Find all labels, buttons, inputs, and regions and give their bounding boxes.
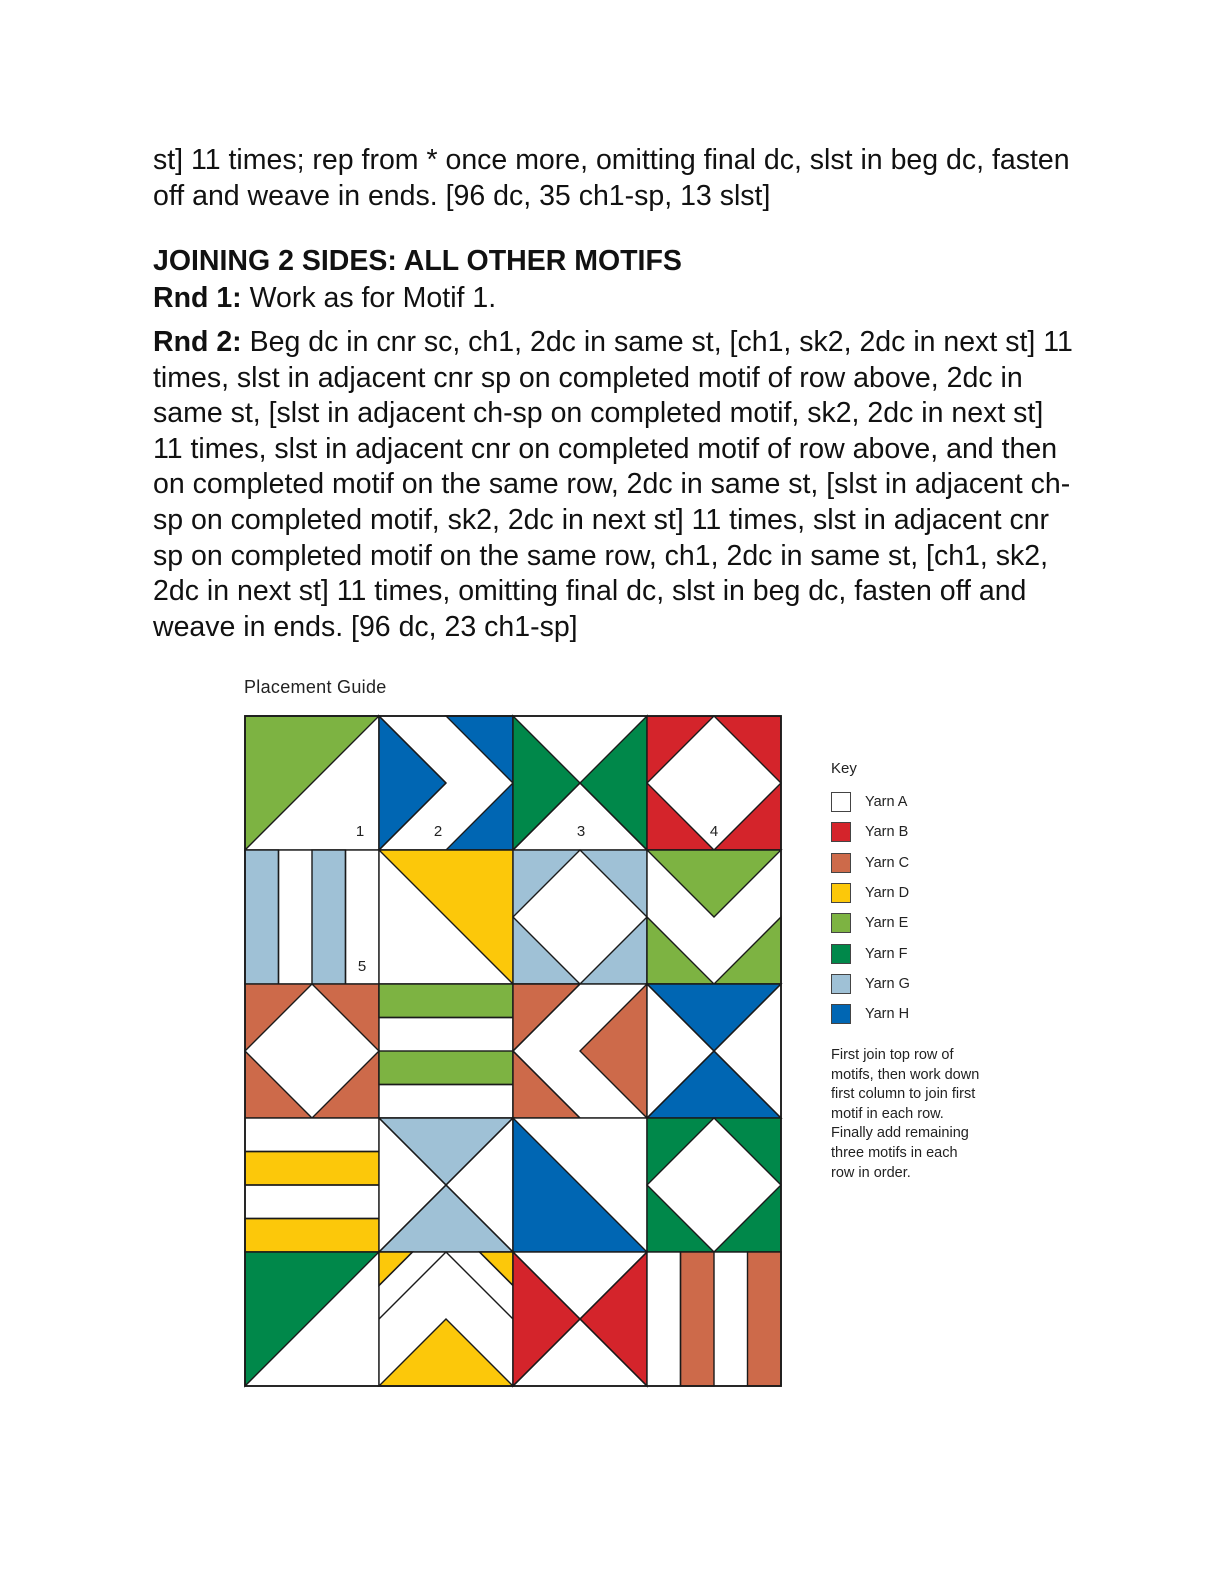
motif-number-1: 1: [355, 823, 365, 840]
key-label: Yarn C: [865, 854, 910, 871]
motif-r4c4: [647, 1118, 781, 1252]
key-item-yarn-c: [831, 848, 910, 878]
motif-r3c3: [513, 984, 647, 1118]
key-label: Yarn B: [865, 824, 909, 841]
key-item-yarn-f: [831, 938, 910, 968]
motif-r5c1: [245, 1252, 379, 1386]
motif-r3c2: [379, 984, 513, 1118]
motif-number-3: 3: [576, 823, 586, 840]
swatch-yarn-a: [831, 792, 851, 812]
placement-guide-diagram: [243, 714, 783, 1388]
motif-r2c2: [379, 850, 513, 984]
motif-r4c2: [379, 1118, 513, 1252]
round-1-label: Rnd 1:: [153, 282, 242, 314]
key-item-yarn-a: [831, 787, 910, 817]
placement-guide-title: Placement Guide: [244, 677, 387, 697]
key-label: Yarn G: [865, 975, 910, 992]
motif-r4c1: [245, 1118, 379, 1252]
swatch-yarn-d: [831, 883, 851, 903]
swatch-yarn-g: [831, 974, 851, 994]
motif-r5c3: [513, 1252, 647, 1386]
section-heading: JOINING 2 SIDES: ALL OTHER MOTIFS: [153, 245, 682, 277]
swatch-yarn-h: [831, 1004, 851, 1024]
motif-number-5: 5: [357, 958, 367, 975]
motif-r3c1: [245, 984, 379, 1118]
round-1-paragraph: [153, 281, 1073, 317]
round-1-text: Work as for Motif 1.: [241, 282, 497, 314]
round-2-text: Beg dc in cnr sc, ch1, 2dc in same st, [ch1, sk2, 2dc in next st] 11 times, slst in adjacent cnr sp on completed motif of row above, 2dc in same st, [slst in adjacent ch-sp on completed motif, sk2, 2dc in next st] 11 times, slst in adjacent cnr on completed motif of row above, and then on completed motif on the same row, 2dc in same st, [slst in adjacent ch-sp on completed motif, sk2, 2dc in next st] 11 times, slst in adjacent cnr sp on completed motif on the same row, ch1, 2dc in same st, [ch1, sk2, 2dc in next st] 11 times, omitting final dc, slst in beg dc, fasten off and weave in ends. [96 dc, 23 ch1-sp]: [153, 326, 1073, 643]
key-label: Yarn A: [865, 794, 908, 811]
key-label: Yarn F: [865, 945, 908, 962]
motif-r2c3: [513, 850, 647, 984]
motif-r2c4: [647, 850, 781, 984]
key-item-yarn-b: [831, 817, 910, 847]
swatch-yarn-b: [831, 822, 851, 842]
swatch-yarn-f: [831, 944, 851, 964]
motif-r4c3: [513, 1118, 647, 1252]
intro-text: st] 11 times; rep from * once more, omitting final dc, slst in beg dc, fasten off and weave in ends. [96 dc, 35 ch1-sp, 13 slst]: [153, 144, 1070, 212]
key-label: Yarn D: [865, 885, 910, 902]
key-item-yarn-d: [831, 878, 910, 908]
key-item-yarn-g: [831, 969, 910, 999]
key-label: Yarn H: [865, 1006, 910, 1023]
motif-r5c4: [647, 1252, 781, 1386]
key-item-yarn-e: [831, 908, 910, 938]
round-2-paragraph: [153, 325, 1073, 645]
key-legend: [831, 760, 910, 1029]
swatch-yarn-e: [831, 913, 851, 933]
round-2-label: Rnd 2:: [153, 326, 242, 358]
key-item-yarn-h: [831, 999, 910, 1029]
swatch-yarn-c: [831, 853, 851, 873]
intro-paragraph: [153, 143, 1073, 214]
motif-r1c2: [379, 716, 513, 850]
motif-r3c4: [647, 984, 781, 1118]
key-title: Key: [831, 760, 857, 777]
motif-number-2: 2: [433, 823, 443, 840]
key-note: First join top row of motifs, then work down first column to join first motif in each row. Finally add remaining three motifs in each row in order.: [831, 1047, 980, 1181]
motif-r5c2: [379, 1252, 513, 1386]
motif-number-4: 4: [709, 823, 719, 840]
key-label: Yarn E: [865, 915, 909, 932]
